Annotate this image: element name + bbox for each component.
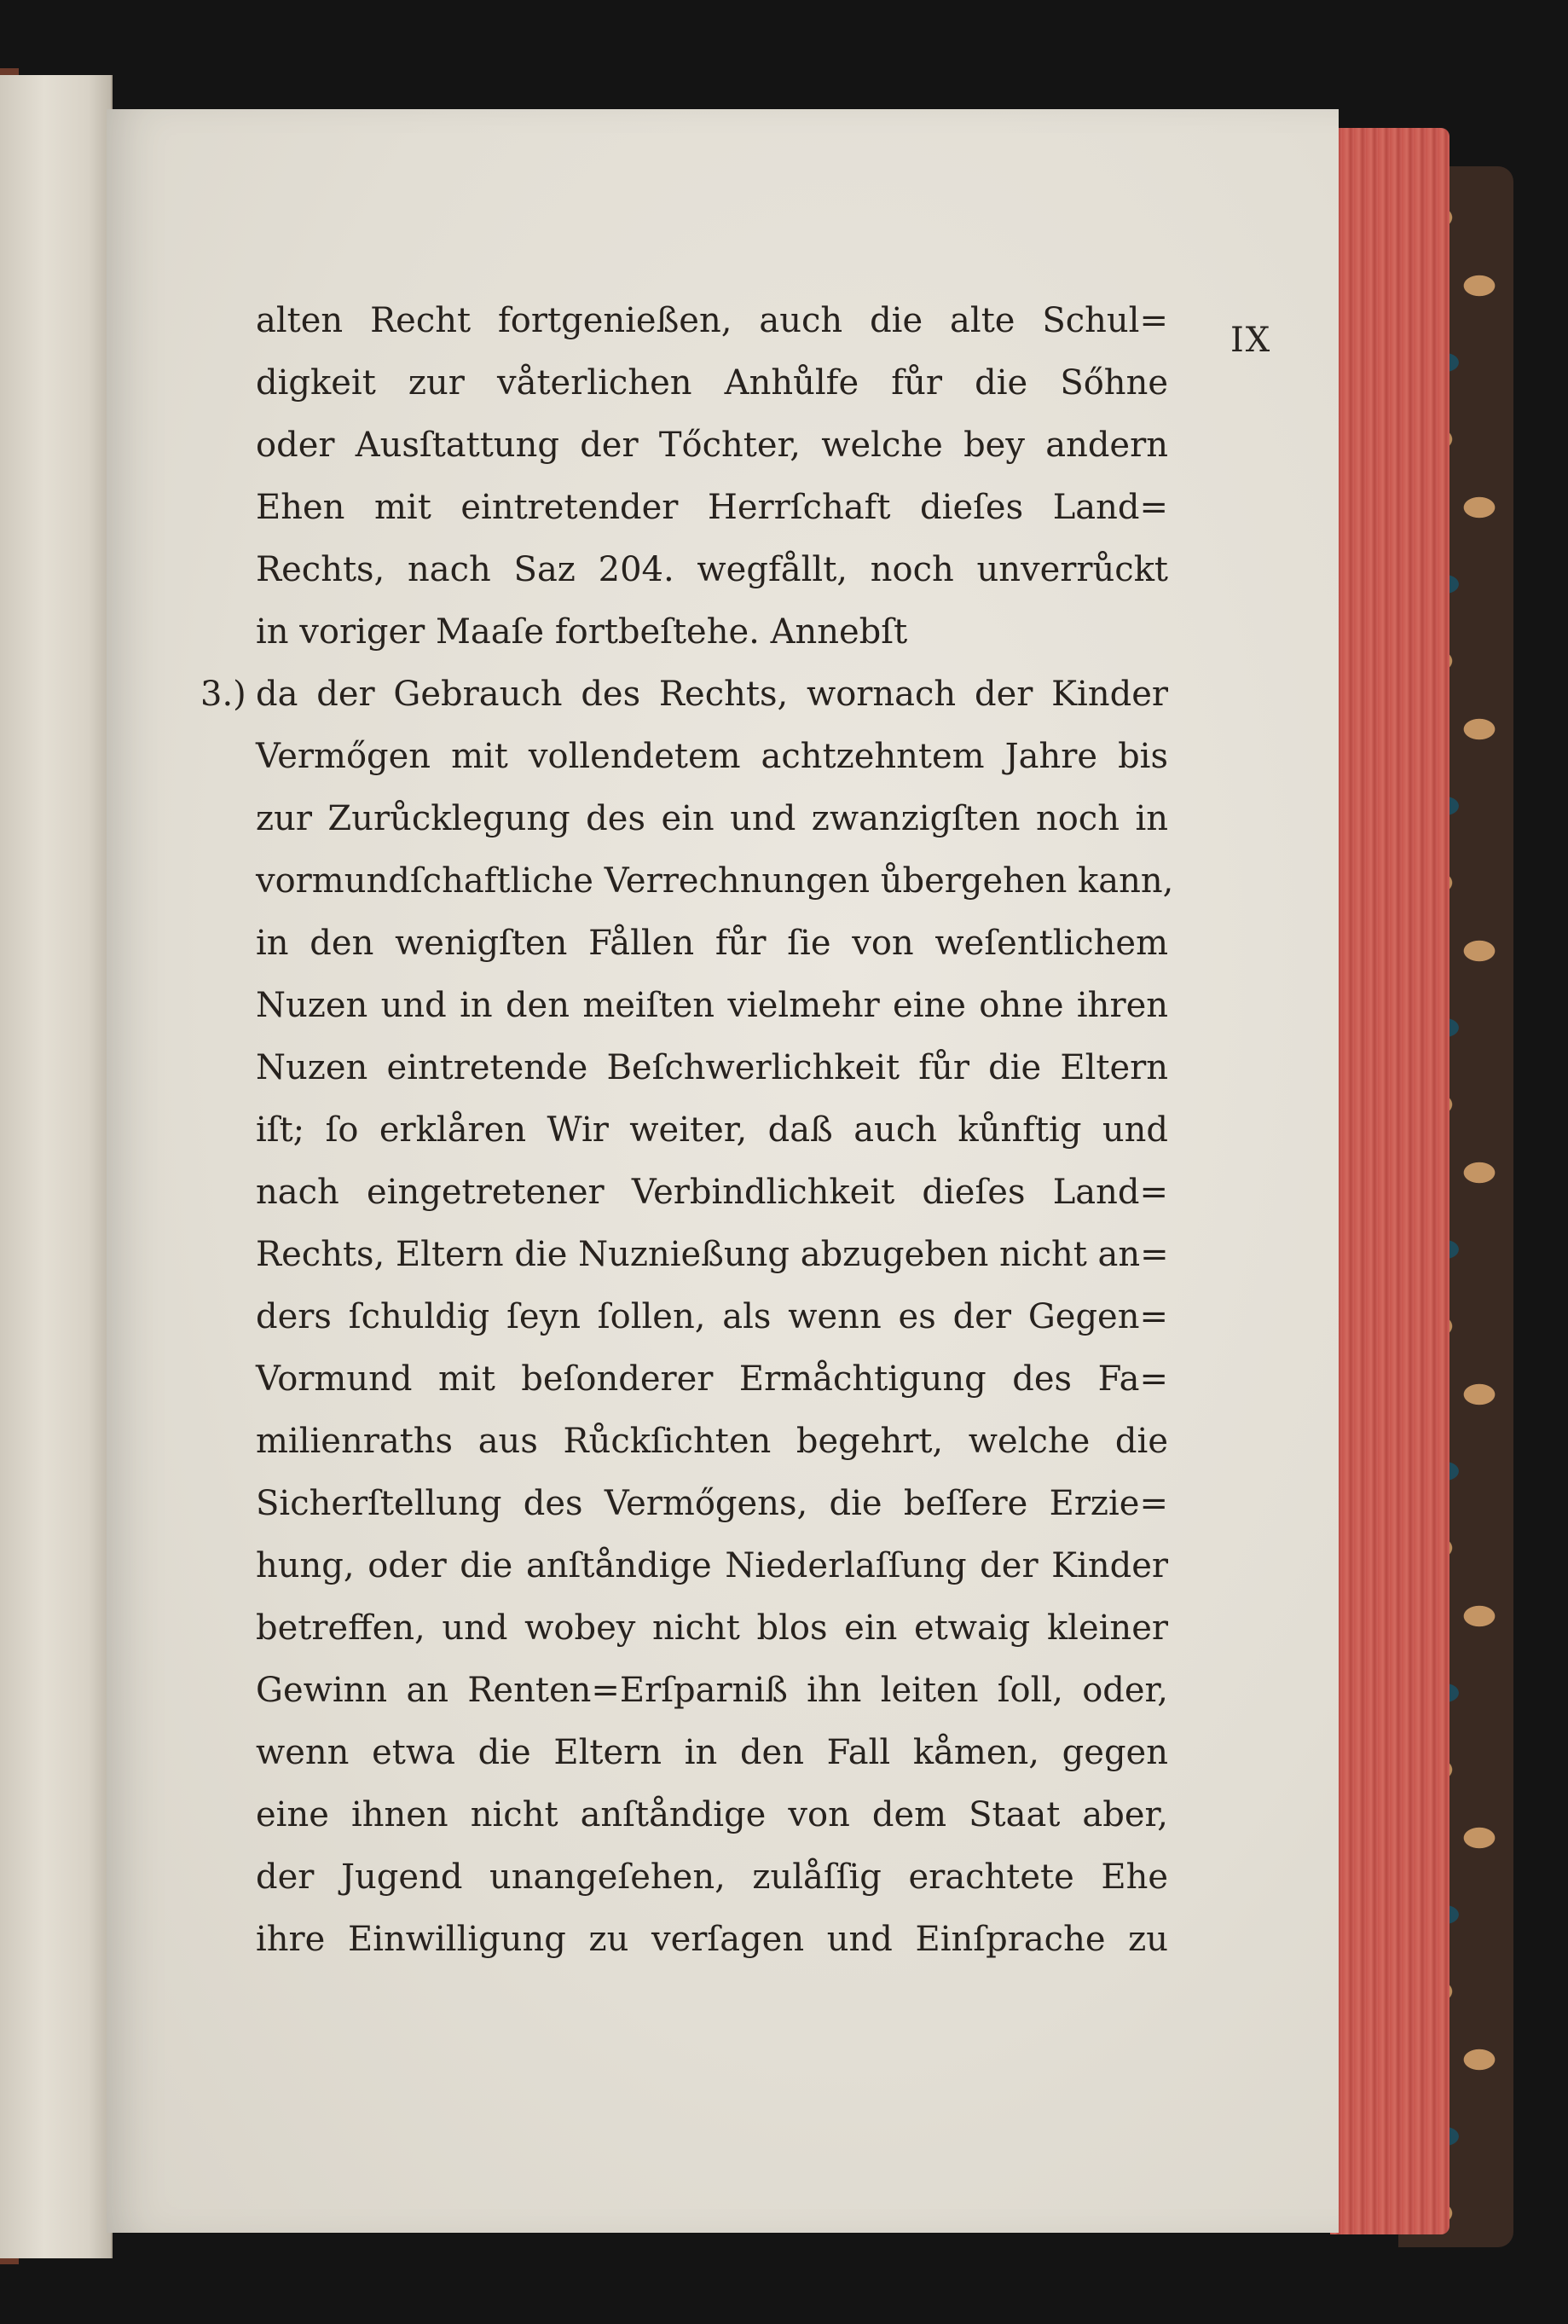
text-line: der Jugend unangeſehen, zulåſſig erachtete Ehe xyxy=(256,1857,1168,1897)
text-line: da der Gebrauch des Rechts, wornach der Kinder xyxy=(256,675,1168,714)
text-line: alten Recht fortgenießen, auch die alte Schul= xyxy=(256,301,1168,340)
text-line: Ehen mit eintretender Herrſchaft dieſes Land= xyxy=(256,488,1168,527)
red-page-edges xyxy=(1330,128,1449,2234)
page-text-block xyxy=(200,290,1174,1971)
text-line: eine ihnen nicht anſtåndige von dem Staat aber, xyxy=(256,1795,1168,1834)
text-line: zur Zurůcklegung des ein und zwanzigſten noch in xyxy=(256,799,1168,838)
page-number: IX xyxy=(1230,321,1272,360)
text-line: milienraths aus Růckſichten begehrt, welche die xyxy=(256,1422,1168,1461)
text-line: Gewinn an Renten=Erſparniß ihn leiten ſoll, oder, xyxy=(256,1671,1168,1710)
text-line: vormundſchaftliche Verrechnungen ůbergehen kann, xyxy=(256,861,1174,901)
text-line: Nuzen eintretende Beſchwerlichkeit fůr die Eltern xyxy=(256,1048,1168,1087)
text-line: ders ſchuldig ſeyn ſollen, als wenn es der Gegen= xyxy=(256,1297,1168,1336)
text-line: oder Ausſtattung der Tőchter, welche bey andern xyxy=(256,426,1168,465)
text-line: Vermőgen mit vollendetem achtzehntem Jahre bis xyxy=(256,737,1168,776)
text-line: wenn etwa die Eltern in den Fall kåmen, gegen xyxy=(256,1733,1168,1772)
text-line: in voriger Maaſe fortbeſtehe. Annebſt xyxy=(256,612,908,652)
text-line: Sicherſtellung des Vermőgens, die beſſere Erzie= xyxy=(256,1484,1168,1523)
item-number: 3.) xyxy=(200,675,246,714)
text-line: nach eingetretener Verbindlichkeit dieſes Land= xyxy=(256,1173,1168,1212)
text-line: Nuzen und in den meiſten vielmehr eine ohne ihren xyxy=(256,986,1168,1025)
text-line: ihre Einwilligung zu verſagen und Einſprache zu xyxy=(256,1920,1168,1959)
numbered-item-line xyxy=(200,664,1168,726)
text-line: in den wenigſten Fållen fůr ſie von weſentlichem xyxy=(256,924,1168,963)
text-line: digkeit zur våterlichen Anhůlfe fůr die Sőhne xyxy=(256,363,1168,403)
text-line: iſt; ſo erklåren Wir weiter, daß auch kůnftig und xyxy=(256,1110,1168,1150)
text-line: Vormund mit beſonderer Ermåchtigung des Fa= xyxy=(256,1359,1168,1399)
text-line: Rechts, Eltern die Nuznießung abzugeben nicht an= xyxy=(256,1235,1169,1274)
text-line: betreffen, und wobey nicht blos ein etwaig kleiner xyxy=(256,1608,1168,1648)
left-page-edge xyxy=(0,75,113,2258)
text-line: Rechts, nach Saz 204. wegfållt, noch unverrůckt xyxy=(256,550,1168,589)
text-line: hung, oder die anſtåndige Niederlaſſung der Kinder xyxy=(256,1546,1168,1585)
